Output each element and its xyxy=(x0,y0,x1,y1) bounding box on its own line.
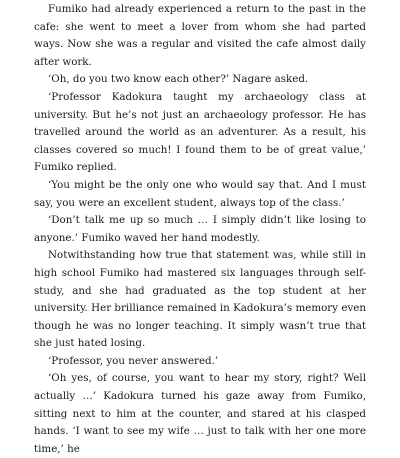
paragraph-5: ‘Don’t talk me up so much … I simply didn’t like losing to anyone.’ Fumiko waved her hand modestly. xyxy=(34,214,366,244)
paragraph-6: Notwithstanding how true that statement was, while still in high school Fumiko had mastered six languages through self-study, and she had graduated as the top student at her university. Her brilliance remained in Kadokura’s memory even though he was no longer teaching. It simply wasn’t true that she just hated losing. xyxy=(34,249,366,350)
paragraph-4: ‘You might be the only one who would say that. And I must say, you were an excellent student, always top of the class.’ xyxy=(34,178,366,209)
paragraph-1: Fumiko had already experienced a return to the past in the cafe: she went to meet a lover from whom she had parted ways. Now she was a regular and visited the cafe almost daily after work. xyxy=(34,3,366,68)
paragraph-3: ‘Professor Kadokura taught my archaeology class at university. But he’s not just an archaeology professor. He has travelled around the world as an adventurer. As a result, his classes covered so much! I found them to be of great value,’ Fumiko replied. xyxy=(34,90,366,174)
paragraph-7: ‘Professor, you never answered.’ xyxy=(48,354,219,367)
paragraph-8: ‘Oh yes, of course, you want to hear my story, right? Well actually …’ Kadokura turned his gaze away from Fumiko, sitting next to him at the counter, and stared at his clasped hands. ‘I want to see my wife … just to talk with her one more time,’ he xyxy=(34,372,366,455)
paragraph-2: ‘Oh, do you two know each other?’ Nagare asked. xyxy=(48,73,309,86)
